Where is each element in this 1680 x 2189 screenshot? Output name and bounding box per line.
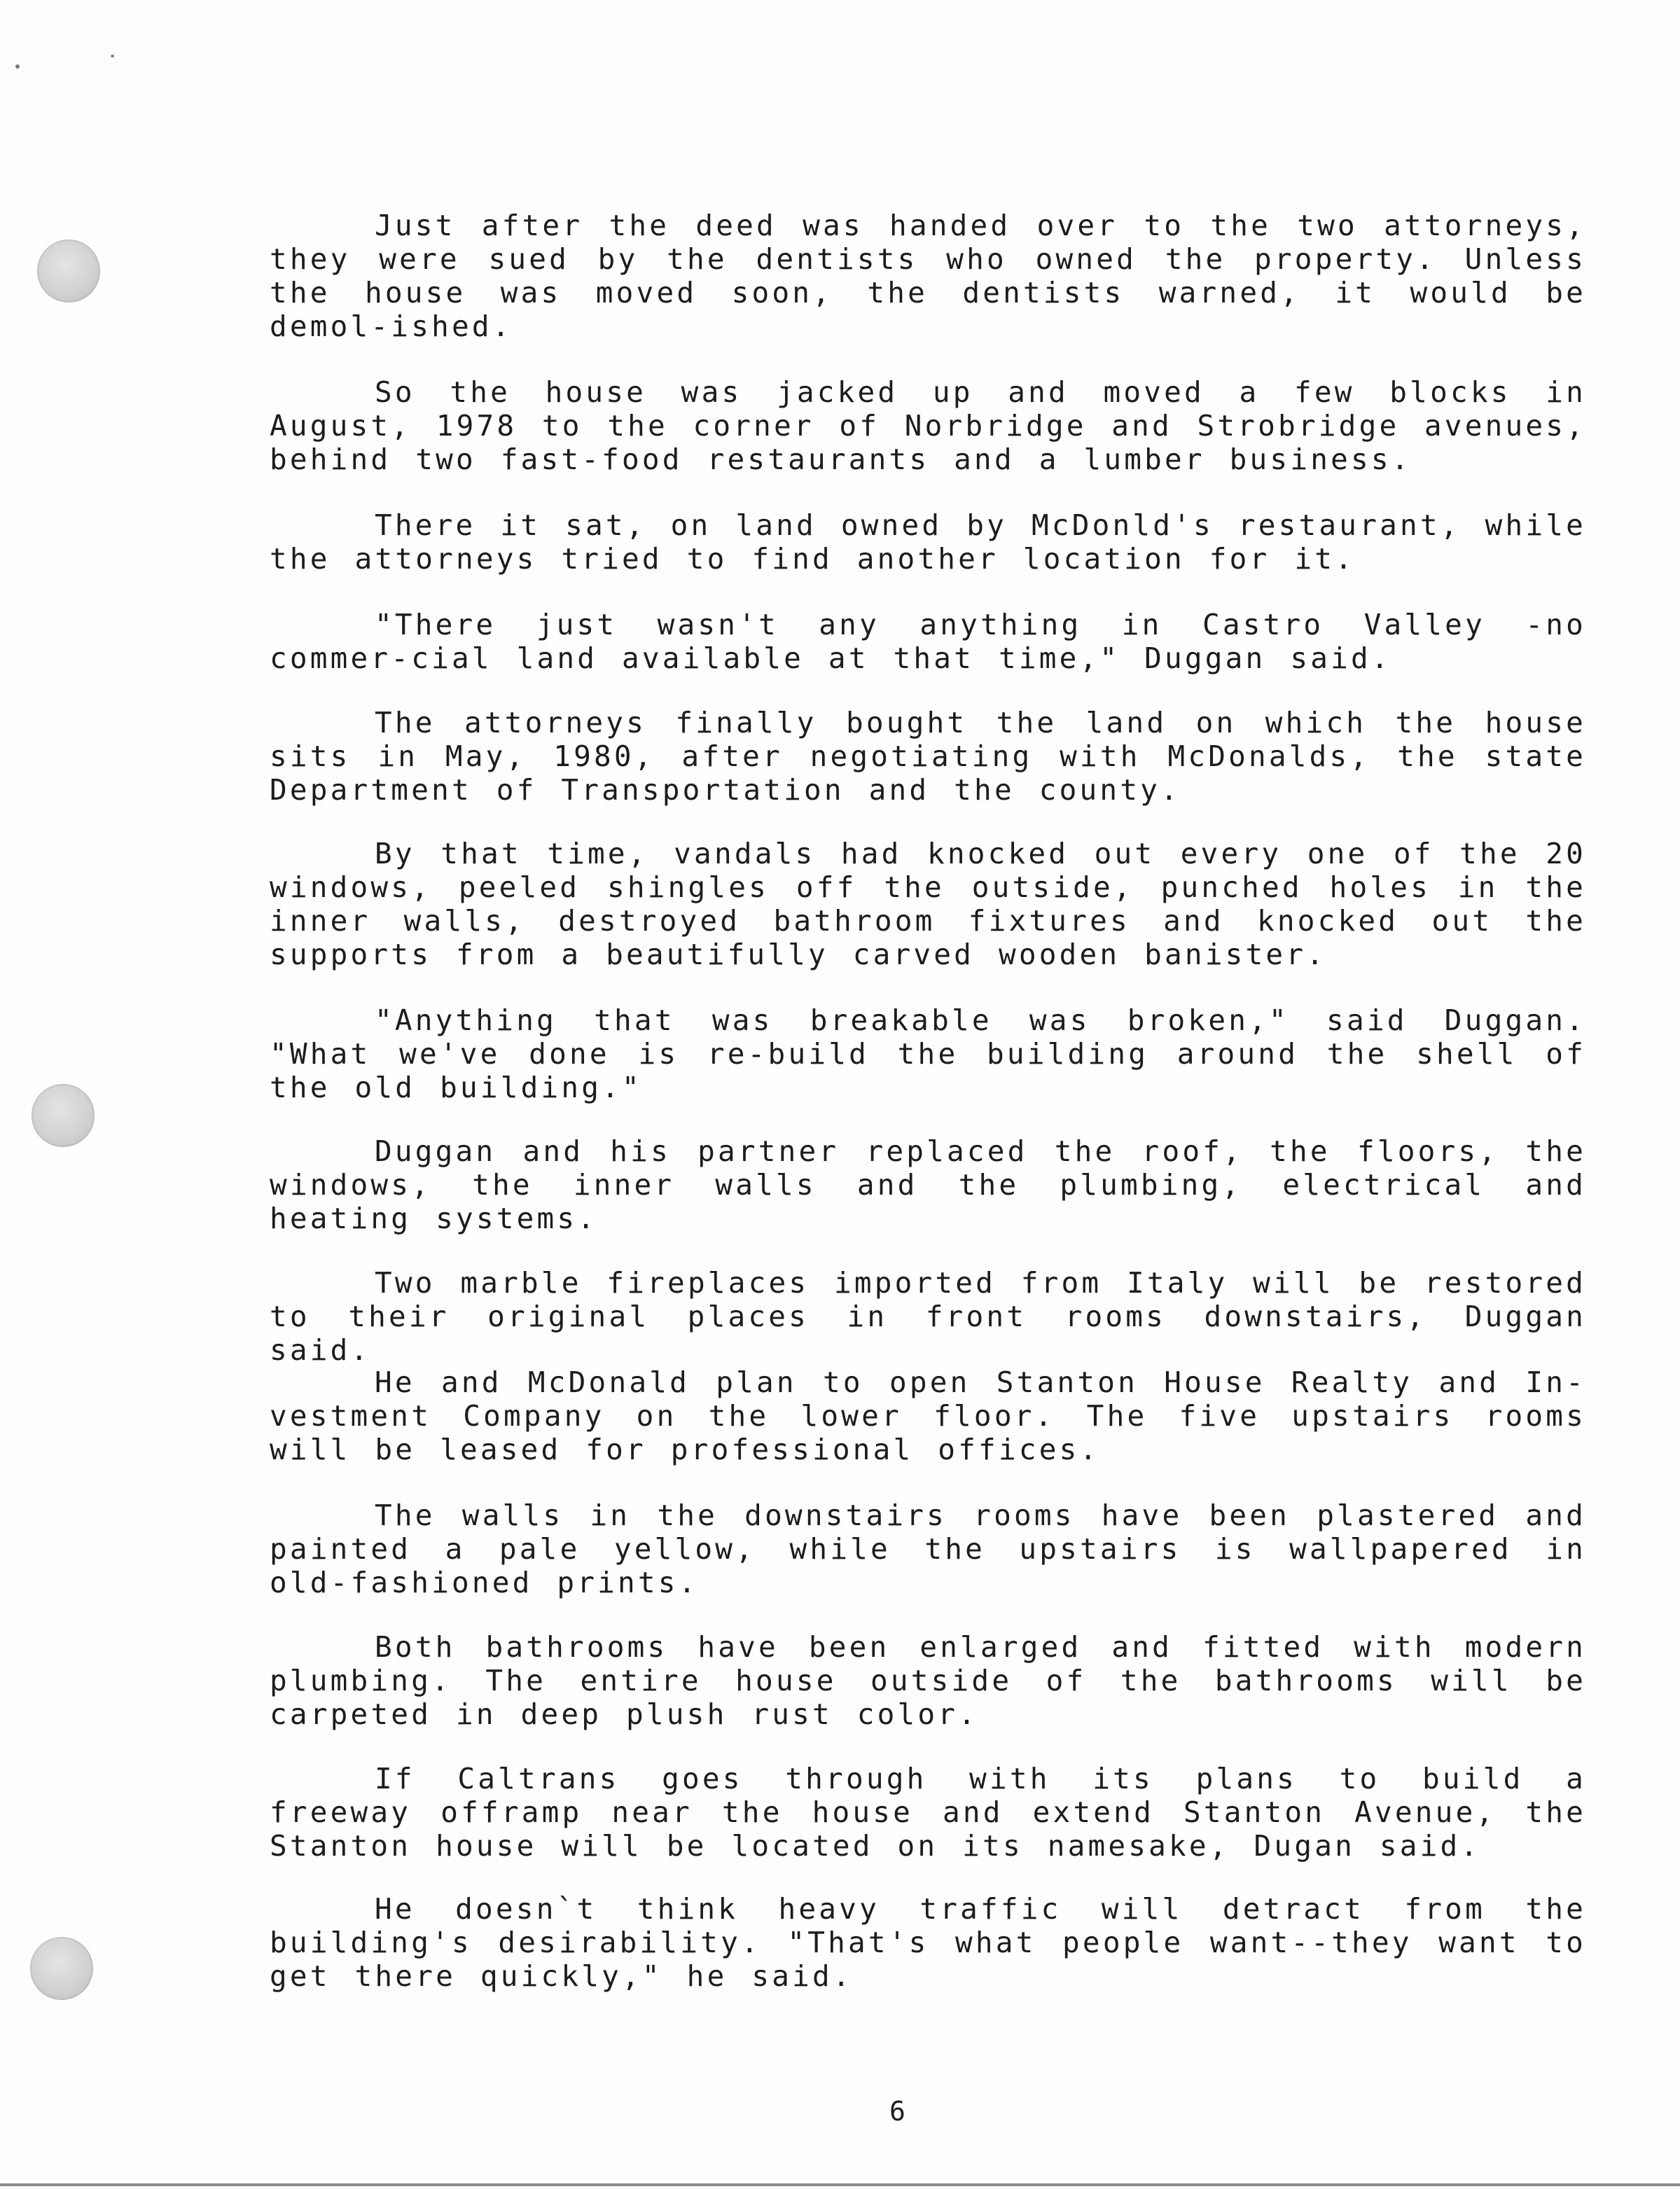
- body-text: [270, 1134, 1586, 1235]
- body-text: [270, 837, 1586, 971]
- paragraph-9: Two marble fireplaces imported from Italy will be restored to their original places in front rooms downstairs, Duggan said.: [270, 1266, 1586, 1367]
- paragraph-8: Duggan and his partner replaced the roof, the floors, the windows, the inner walls and the plumbing, electrical and heating systems.: [270, 1134, 1586, 1235]
- paragraph-13: If Caltrans goes through with its plans to build a freeway offramp near the house and extend Stanton Avenue, the Stanton house will be located on its namesake, Dugan said.: [270, 1762, 1586, 1863]
- body-text: [270, 1762, 1586, 1863]
- binder-hole-middle: [32, 1084, 95, 1147]
- body-text: [270, 209, 1586, 343]
- binder-hole-top: [37, 239, 100, 303]
- paragraph-6: By that time, vandals had knocked out every one of the 20 windows, peeled shingles off the outside, punched holes in the inner walls, destroyed bathroom fixtures and knocked out the supports from a beautifully carved wooden banister.: [270, 837, 1586, 971]
- paragraph-3: There it sat, on land owned by McDonld's restaurant, while the attorneys tried to find another location for it.: [270, 508, 1586, 576]
- scan-edge-line: [0, 2183, 1680, 2186]
- body-text: [270, 1003, 1586, 1104]
- paragraph-2: So the house was jacked up and moved a few blocks in August, 1978 to the corner of Norbridge and Strobridge avenues, behind two fast-food restaurants and a lumber business.: [270, 375, 1586, 476]
- paragraph-5: The attorneys finally bought the land on which the house sits in May, 1980, after negotiating with McDonalds, the state Department of Transportation and the county.: [270, 706, 1586, 807]
- paragraph-4: "There just wasn't any anything in Castro Valley -no commer-cial land available at that time," Duggan said.: [270, 608, 1586, 675]
- body-text: [270, 1630, 1586, 1731]
- scan-speck: [15, 64, 20, 69]
- paragraph-12: Both bathrooms have been enlarged and fitted with modern plumbing. The entire house outside of the bathrooms will be carpeted in deep plush rust color.: [270, 1630, 1586, 1731]
- body-text: [270, 1499, 1586, 1599]
- paragraph-11: The walls in the downstairs rooms have been plastered and painted a pale yellow, while the upstairs is wallpapered in old-fashioned prints.: [270, 1499, 1586, 1599]
- body-text: [270, 608, 1586, 675]
- body-text: [270, 1266, 1586, 1367]
- body-text: [270, 1365, 1586, 1466]
- paragraph-7: "Anything that was breakable was broken," said Duggan. "What we've done is re-build the building around the shell of the old building.": [270, 1003, 1586, 1104]
- binder-hole-bottom: [30, 1937, 93, 2000]
- body-text: [270, 375, 1586, 476]
- paragraph-14: He doesn`t think heavy traffic will detract from the building's desirability. "That's what people want--they want to get there quickly," he said.: [270, 1892, 1586, 1993]
- paragraph-10: He and McDonald plan to open Stanton House Realty and In-vestment Company on the lower floor. The five upstairs rooms will be leased for professional offices.: [270, 1365, 1586, 1466]
- body-text: [270, 508, 1586, 576]
- scan-speck: [111, 55, 114, 57]
- paragraph-1: Just after the deed was handed over to the two attorneys, they were sued by the dentists who owned the property. Unless the house was moved soon, the dentists warned, it would be demol-ished.: [270, 209, 1586, 343]
- page-number: 6: [889, 2096, 905, 2127]
- body-text: [270, 706, 1586, 807]
- body-text: [270, 1892, 1586, 1993]
